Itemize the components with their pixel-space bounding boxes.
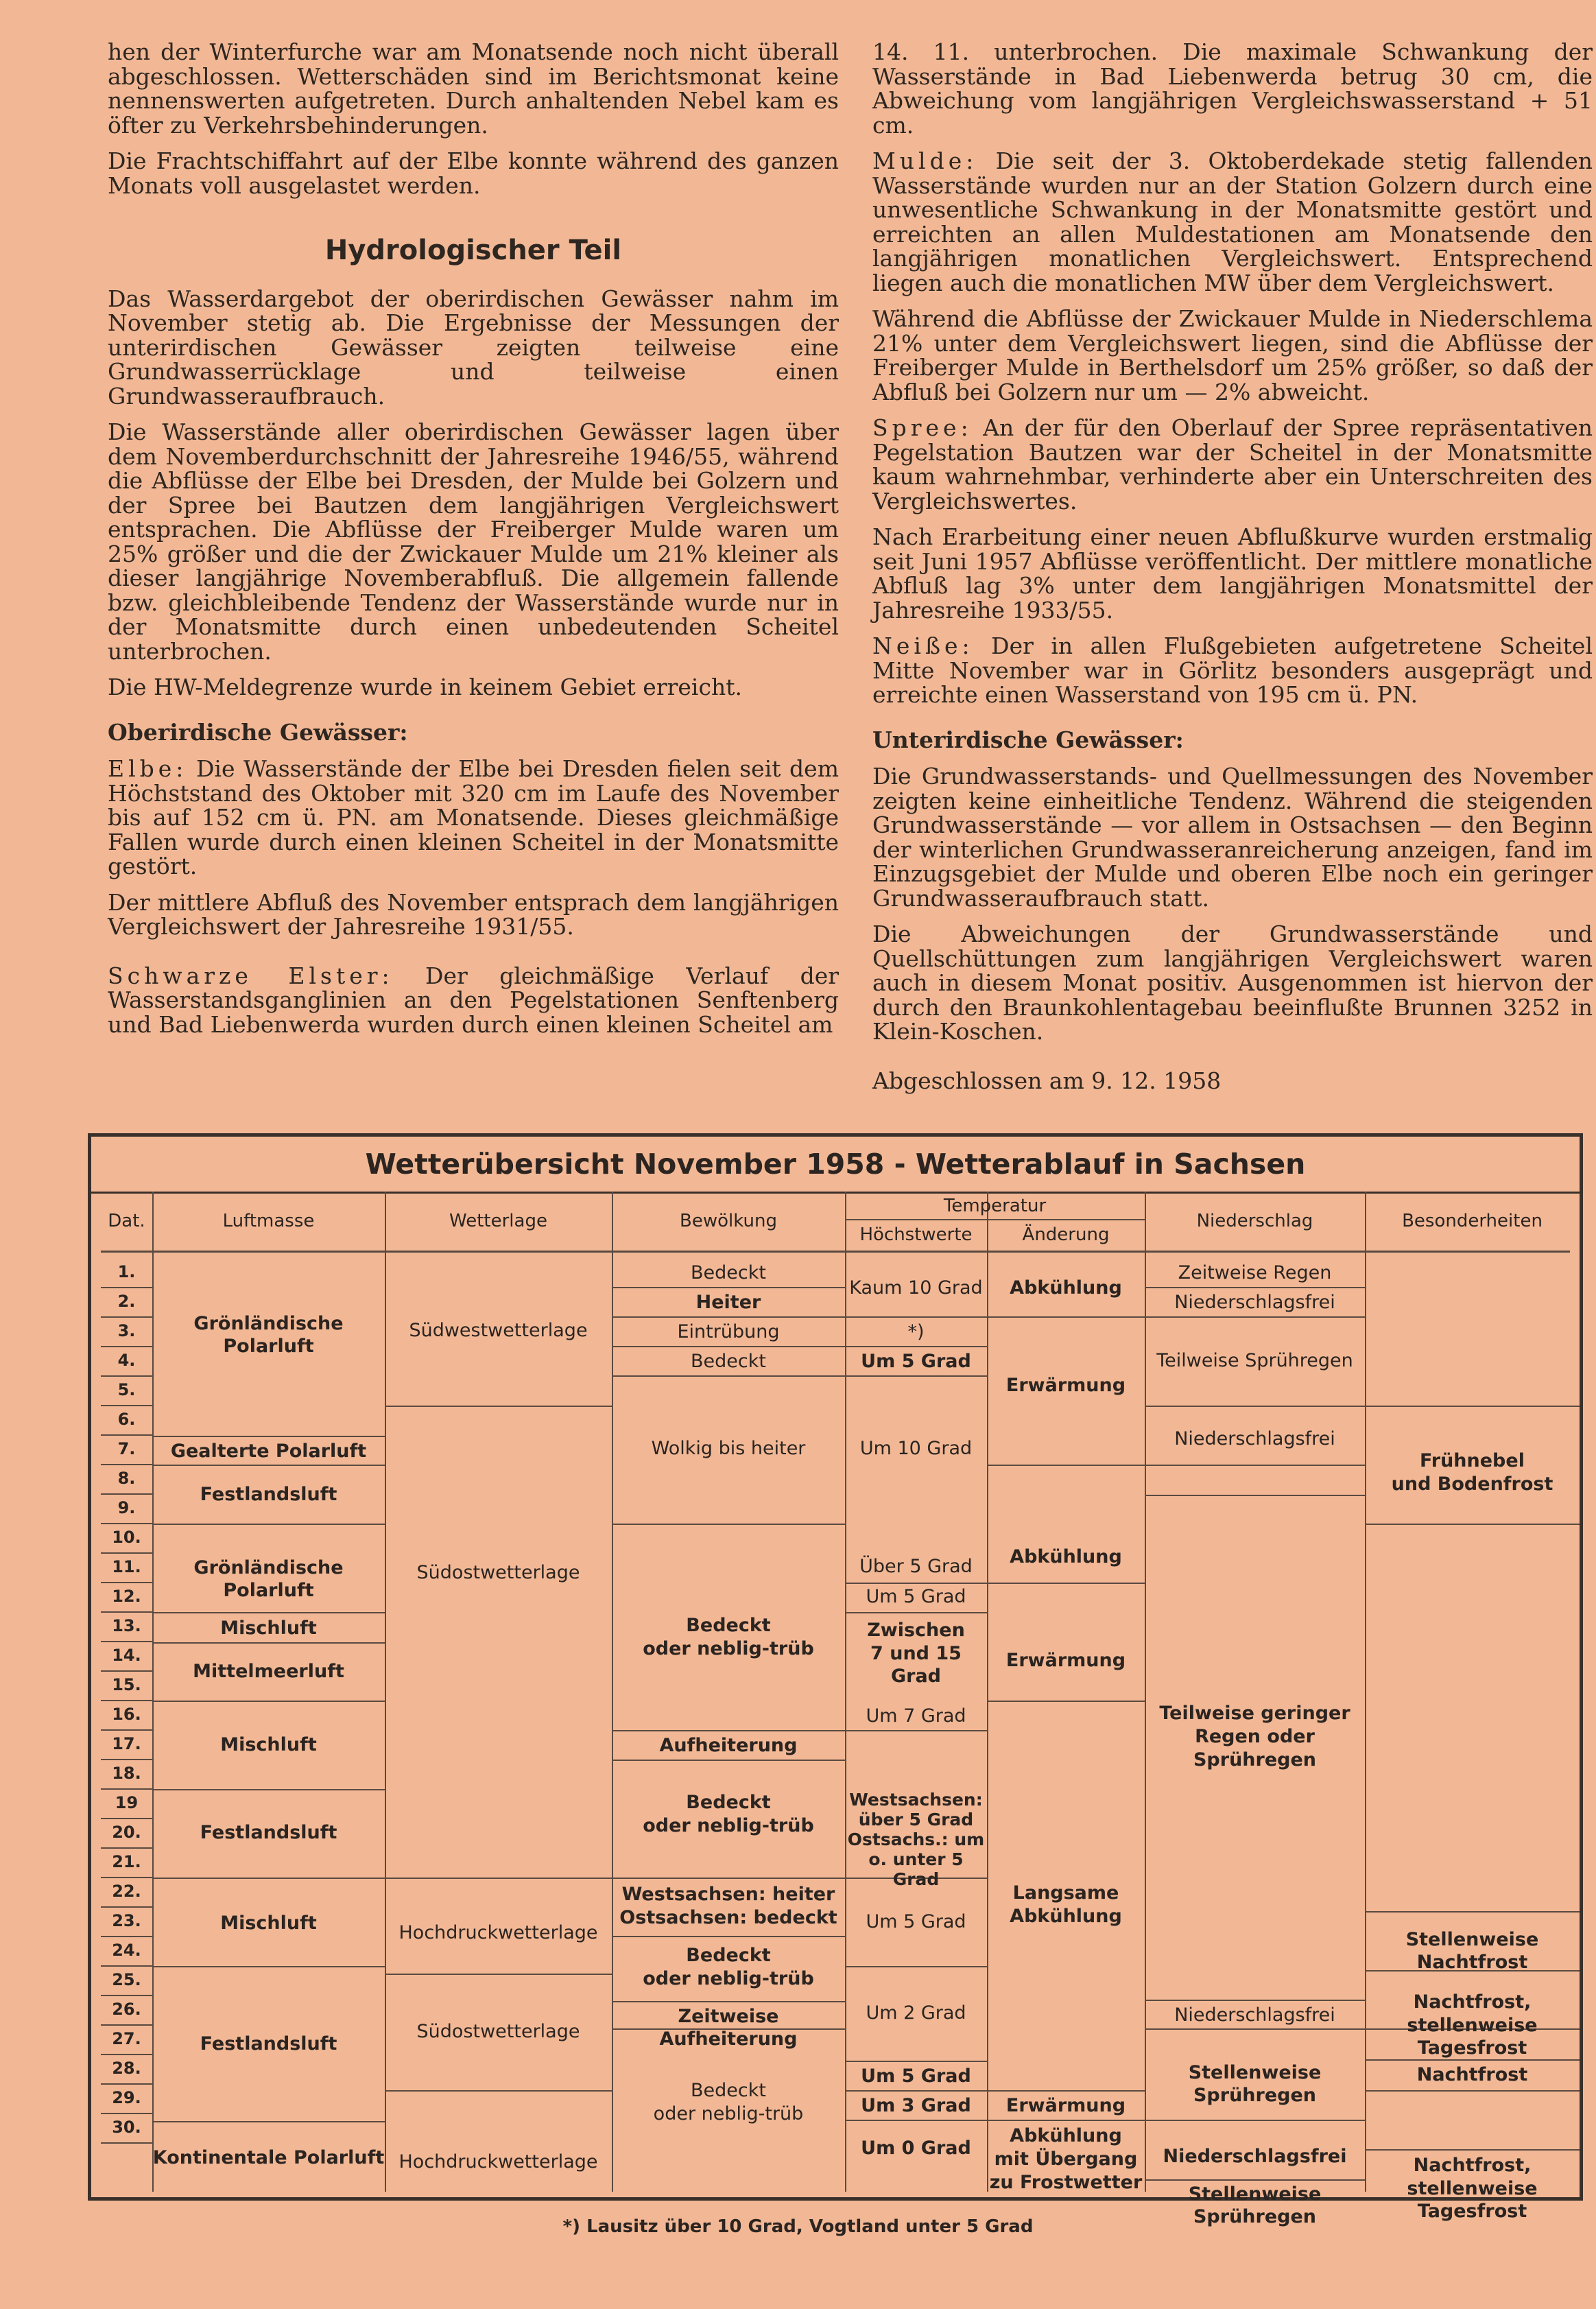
- row-divider: [845, 1375, 987, 1377]
- row-divider: [152, 1966, 385, 1967]
- river-label: Schwarze Elster:: [108, 962, 394, 989]
- date-cell: 21.: [112, 1852, 141, 1871]
- row-divider: [1365, 1911, 1580, 1913]
- footnote: *) Lausitz über 10 Grad, Vogtland unter 5 Grad: [562, 2216, 1034, 2237]
- besonderheit-cell: stellenweise Tagesfrost: [1407, 2015, 1538, 2059]
- header-subdivider: [845, 1219, 1145, 1220]
- paragraph-text: Die Wasserstände der Elbe bei Dresden fielen seit dem Höchststand des Oktober mit 320 cm im Laufe des November bis auf 152 cm ü. PN. am Monatsende. Dieses gleichmäßige Fallen wurde durch einen kleinen Scheitel in der Monatsmitte gestört.: [108, 755, 839, 879]
- aenderung-cell: Abkühlung: [1010, 1277, 1122, 1299]
- row-divider: [987, 2120, 1145, 2121]
- row-divider: [385, 1406, 612, 1407]
- header-aenderung: Änderung: [1022, 1224, 1110, 1245]
- hoechstwert-cell: Ostsachs.: um: [847, 1830, 985, 1849]
- niederschlag-cell: Teilweise Sprühregen: [1156, 1350, 1353, 1371]
- luftmasse-cell: Mischluft: [220, 1618, 317, 1639]
- wetterlage-cell: Hochdruckwetterlage: [398, 1922, 598, 1943]
- row-divider: [152, 1612, 385, 1613]
- header-luftmasse: Luftmasse: [222, 1211, 315, 1231]
- date-cell: 30.: [112, 2118, 141, 2137]
- bewoelkung-cell: Westsachsen: heiter: [621, 1884, 835, 1905]
- luftmasse-cell: Gealterte Polarluft: [170, 1441, 367, 1462]
- niederschlag-cell: Sprühregen: [1193, 1749, 1317, 1771]
- hoechstwert-cell: Über 5 Grad: [859, 1556, 973, 1577]
- row-divider: [1145, 2179, 1365, 2181]
- row-divider: [1365, 2059, 1580, 2061]
- row-divider: [385, 1974, 612, 1975]
- hoechstwert-cell: Um 5 Grad: [866, 1586, 966, 1607]
- bewoelkung-cell: oder neblig-trüb: [653, 2103, 804, 2124]
- paragraph-text: An der für den Oberlauf der Spree repräsentativen Pegelstation Bautzen war der Scheitel in der Monatsmitte kaum wahrnehmbar, verhinderte aber ein Unterschreiten des Vergleichswertes.: [872, 414, 1593, 514]
- besonderheit-cell: Frühnebel: [1420, 1450, 1525, 1471]
- row-divider: [1145, 1495, 1365, 1496]
- row-divider: [612, 1936, 845, 1937]
- niederschlag-cell: Stellenweise Sprühregen: [1188, 2183, 1322, 2227]
- row-divider: [612, 1760, 845, 1761]
- bewoelkung-cell: oder neblig-trüb: [643, 1638, 814, 1659]
- row-divider: [152, 1878, 385, 1879]
- hoechstwert-cell: Westsachsen:: [849, 1790, 983, 1810]
- paragraph-text: Der gleichmäßige Verlauf der Wasserstandsganglinien an den Pegelstationen Senftenberg und Bad Liebenwerda wurden durch einen kleinen Scheitel am: [108, 962, 839, 1038]
- row-divider: [612, 1316, 845, 1318]
- header-hoechstwerte: Höchstwerte: [859, 1224, 973, 1245]
- date-cell: 25.: [112, 1970, 141, 1989]
- luftmasse-cell: Festlandsluft: [200, 2033, 337, 2055]
- hoechstwert-cell: Kaum 10 Grad: [849, 1277, 983, 1299]
- date-cell: 12.: [112, 1587, 141, 1606]
- besonderheit-cell: Nachtfrost,: [1413, 2155, 1532, 2176]
- niederschlag-cell: Stellenweise Sprühregen: [1188, 2062, 1322, 2106]
- row-divider: [385, 2090, 612, 2092]
- date-cell: 16.: [112, 1705, 141, 1724]
- row-divider: [987, 1465, 1145, 1466]
- date-cell: 4.: [117, 1351, 136, 1370]
- row-divider: [612, 2001, 845, 2002]
- section-heading: Hydrologischer Teil: [324, 235, 622, 266]
- row-divider: [845, 2061, 987, 2062]
- hoechstwert-cell: Um 5 Grad: [861, 2065, 971, 2087]
- table-title: Wetterübersicht November 1958 - Wetterablauf in Sachsen: [91, 1137, 1580, 1194]
- closing-date: Abgeschlossen am 9. 12. 1958: [872, 1067, 1222, 1094]
- luftmasse-cell: Kontinentale Polarluft: [152, 2147, 385, 2168]
- date-cell: 29.: [112, 2088, 141, 2107]
- hoechstwert-cell: über 5 Grad: [858, 1810, 974, 1830]
- bewoelkung-cell: Eintrübung: [677, 1321, 780, 1342]
- header-dat: Dat.: [108, 1211, 145, 1231]
- river-label: Neiße:: [872, 632, 974, 659]
- row-divider: [845, 2120, 987, 2121]
- row-divider: [612, 1346, 845, 1347]
- bewoelkung-cell: Heiter: [695, 1292, 761, 1313]
- wetterlage-cell: Hochdruckwetterlage: [398, 2151, 598, 2172]
- aenderung-cell: Erwärmung: [1005, 2095, 1126, 2116]
- besonderheit-cell: Nachtfrost: [1416, 2064, 1528, 2085]
- row-divider: [152, 1436, 385, 1437]
- river-label: Mulde:: [872, 147, 978, 174]
- aenderung-cell: Abkühlung: [1010, 1546, 1122, 1567]
- row-divider: [1145, 1465, 1365, 1466]
- paragraph-text: Der in allen Flußgebieten aufgetretene Scheitel Mitte November war in Görlitz besonders ausgeprägt und erreichte einen Wasserstand von 195 cm ü. PN.: [872, 632, 1593, 708]
- luftmasse-cell: Mischluft: [220, 1913, 317, 1934]
- row-divider: [1365, 2090, 1580, 2092]
- row-divider: [1365, 2149, 1580, 2151]
- row-divider: [1145, 1287, 1365, 1288]
- niederschlag-cell: Teilweise geringer: [1159, 1703, 1350, 1724]
- bewoelkung-cell: Zeitweise Aufheiterung: [659, 2006, 798, 2050]
- left-column: [108, 40, 839, 1048]
- column-divider: [987, 1192, 988, 2192]
- row-divider: [845, 1346, 987, 1347]
- paragraph-elster: [108, 964, 839, 1037]
- aenderung-cell: zu Frostwetter: [989, 2172, 1143, 2193]
- bewoelkung-cell: Bedeckt: [691, 1351, 766, 1372]
- row-divider: [152, 1701, 385, 1702]
- row-divider: [1365, 1524, 1580, 1525]
- luftmasse-cell: Grönländische Polarluft: [193, 1557, 344, 1601]
- date-cell: 17.: [112, 1734, 141, 1753]
- hoechstwert-cell: *): [907, 1321, 925, 1342]
- river-label: Spree:: [872, 414, 973, 441]
- date-cell: 24.: [112, 1941, 141, 1960]
- hoechstwert-cell: o. unter 5 Grad: [868, 1849, 964, 1889]
- hoechstwert-cell: Um 2 Grad: [866, 2002, 966, 2024]
- date-cell: 5.: [117, 1380, 136, 1399]
- date-cell: 2.: [117, 1292, 136, 1311]
- column-divider: [1145, 1192, 1146, 2192]
- paragraph: Nach Erarbeitung einer neuen Abflußkurve wurden erstmalig seit Juni 1957 Abflüsse veröffentlicht. Der mittlere monatliche Abfluß lag 3% unter dem langjährigen Monatsmittel der Jahresreihe 1933/55.: [872, 523, 1593, 624]
- paragraph-neisse: [872, 634, 1593, 707]
- paragraph-elbe: [108, 757, 839, 879]
- paragraph: Die Abweichungen der Grundwasserstände und Quellschüttungen zum langjährigen Vergleichswert waren auch in diesem Monat positiv. Ausgenommen ist hiervon der durch den Braunkohlentagebau beeinflußte Brunnen 3252 in Klein-Koschen.: [872, 921, 1593, 1045]
- hoechstwert-cell: Um 10 Grad: [859, 1438, 973, 1459]
- row-divider: [152, 1465, 385, 1466]
- niederschlag-cell: Regen oder: [1195, 1726, 1315, 1747]
- row-divider: [845, 1612, 987, 1613]
- paragraph: hen der Winterfurche war am Monatsende noch nicht überall abgeschlossen. Wetterschäden sind im Berichtsmonat keine nennenswerten aufgetreten. Durch anhaltenden Nebel kam es öfter zu Verkehrsbehinderungen.: [108, 38, 839, 139]
- row-divider: [612, 1524, 845, 1525]
- row-divider: [612, 1287, 845, 1288]
- aenderung-cell: Erwärmung: [1005, 1650, 1126, 1671]
- date-cell: 13.: [112, 1616, 141, 1635]
- paragraph: Während die Abflüsse der Zwickauer Mulde in Niederschlema 21% unter dem Vergleichswert liegen, sind die Abflüsse der Freiberger Mulde in Berthelsdorf um 25% größer, so daß der Abfluß bei Golzern nur um — 2% abweicht.: [872, 305, 1593, 405]
- date-cell: 20.: [112, 1823, 141, 1842]
- row-divider: [987, 2090, 1145, 2092]
- date-cell: 22.: [112, 1882, 141, 1901]
- niederschlag-cell: Zeitweise Regen: [1178, 1262, 1332, 1283]
- paragraph-spree: [872, 416, 1593, 513]
- paragraph: Die HW-Meldegrenze wurde in keinem Gebiet erreicht.: [108, 674, 742, 700]
- date-cell: 11.: [112, 1557, 141, 1576]
- bewoelkung-cell: oder neblig-trüb: [643, 1968, 814, 1989]
- date-cell: 7.: [117, 1439, 136, 1458]
- row-divider: [987, 1583, 1145, 1584]
- date-cell: 23.: [112, 1911, 141, 1930]
- row-divider: [987, 1316, 1145, 1318]
- luftmasse-cell: Festlandsluft: [200, 1484, 337, 1505]
- date-cell: 15.: [112, 1675, 141, 1694]
- date-cell: 28.: [112, 2059, 141, 2078]
- paragraph: Das Wasserdargebot der oberirdischen Gewässer nahm im November stetig ab. Die Ergebnisse der Messungen der unterirdischen Gewässer zeigten teilweise eine Grundwasserrücklage und teilweise einen Grundwasseraufbrauch.: [108, 285, 839, 410]
- paragraph: Die Frachtschiffahrt auf der Elbe konnte während des ganzen Monats voll ausgelastet werden.: [108, 147, 839, 199]
- paragraph: 14. 11. unterbrochen. Die maximale Schwankung der Wasserstände in Bad Liebenwerda betrug 30 cm, die Abweichung vom langjährigen Vergleichswasserstand + 51 cm.: [872, 38, 1593, 139]
- paragraph-text: Die seit der 3. Oktoberdekade stetig fallenden Wasserstände wurden nur an der Station Golzern durch eine unwesentliche Schwankung in der Monatsmitte gestört und erreichten an allen Muldestationen am Monatsende den langjährigen monatlichen Vergleichswert. Entsprechend liegen auch die monatlichen MW über dem Vergleichswert.: [872, 147, 1593, 296]
- right-column: [872, 40, 1593, 1104]
- header-temperatur: Temperatur: [943, 1196, 1047, 1216]
- header-besonderheiten: Besonderheiten: [1402, 1211, 1543, 1231]
- date-cell: 19: [115, 1793, 139, 1812]
- header-niederschlag: Niederschlag: [1196, 1211, 1313, 1231]
- header-wetterlage: Wetterlage: [449, 1211, 547, 1231]
- row-divider: [1145, 2120, 1365, 2121]
- date-cell: 14.: [112, 1646, 141, 1665]
- besonderheit-cell: Stellenweise Nachtfrost: [1405, 1929, 1539, 1973]
- date-row-divider: [101, 2142, 152, 2144]
- date-cell: 8.: [117, 1469, 136, 1488]
- paragraph: Der mittlere Abfluß des November entsprach dem langjährigen Vergleichswert der Jahresreihe 1931/55.: [108, 888, 839, 940]
- wetterlage-cell: Südostwetterlage: [416, 2021, 580, 2042]
- hoechstwert-cell: Um 0 Grad: [861, 2138, 971, 2159]
- bewoelkung-cell: Bedeckt: [686, 1945, 771, 1966]
- paragraph: Die Wasserstände aller oberirdischen Gewässer lagen über dem Novemberdurchschnitt der Jahresreihe 1946/55, während die Abflüsse der Elbe bei Dresden, der Mulde bei Golzern und der Spree bei Bautzen dem langjährigen Vergleichswert entsprachen. Die Abflüsse der Freiberger Mulde waren um 25% größer und die der Zwickauer Mulde um 21% kleiner als dieser langjährige Novemberabfluß. Die allgemein fallende bzw. gleichbleibende Tendenz der Wasserstände wurde nur in der Monatsmitte durch einen unbedeutenden Scheitel unterbrochen.: [108, 418, 839, 665]
- date-cell: 10.: [112, 1528, 141, 1547]
- date-cell: 6.: [117, 1410, 136, 1429]
- subheading: Unterirdische Gewässer:: [872, 726, 1184, 753]
- row-divider: [845, 1730, 987, 1731]
- besonderheit-cell: und Bodenfrost: [1391, 1473, 1553, 1495]
- bewoelkung-cell: Bedeckt: [686, 1792, 771, 1813]
- hoechstwert-cell: Zwischen: [867, 1620, 965, 1641]
- row-divider: [152, 1642, 385, 1644]
- header-bewoelkung: Bewölkung: [680, 1211, 777, 1231]
- row-divider: [612, 1375, 845, 1377]
- besonderheit-cell: stellenweise Tagesfrost: [1407, 2178, 1538, 2222]
- bewoelkung-cell: Bedeckt: [686, 1615, 771, 1636]
- paragraph-mulde: [872, 149, 1593, 295]
- row-divider: [385, 1878, 612, 1879]
- subheading: Oberirdische Gewässer:: [108, 718, 408, 746]
- row-divider: [1145, 1316, 1365, 1318]
- aenderung-cell: Abkühlung: [1010, 2125, 1122, 2146]
- date-cell: 18.: [112, 1764, 141, 1783]
- hoechstwert-cell: Um 3 Grad: [861, 2095, 971, 2116]
- hoechstwert-cell: 7 und 15 Grad: [870, 1643, 962, 1687]
- bewoelkung-cell: Wolkig bis heiter: [651, 1438, 806, 1459]
- aenderung-cell: Erwärmung: [1005, 1375, 1126, 1396]
- date-cell: 27.: [112, 2029, 141, 2048]
- date-cell: 1.: [117, 1262, 136, 1281]
- niederschlag-cell: Niederschlagsfrei: [1174, 1292, 1335, 1313]
- header-divider: [101, 1251, 1570, 1253]
- aenderung-cell: Langsame: [1012, 1882, 1119, 1904]
- row-divider: [152, 1524, 385, 1525]
- niederschlag-cell: Niederschlagsfrei: [1174, 1428, 1335, 1449]
- row-divider: [1145, 2000, 1365, 2001]
- row-divider: [152, 1789, 385, 1790]
- row-divider: [612, 1878, 845, 1879]
- luftmasse-cell: Mischluft: [220, 1734, 317, 1755]
- date-cell: 9.: [117, 1498, 136, 1517]
- niederschlag-cell: Niederschlagsfrei: [1163, 2146, 1347, 2167]
- aenderung-cell: Abkühlung: [1010, 1906, 1122, 1927]
- niederschlag-cell: Niederschlagsfrei: [1174, 2004, 1335, 2026]
- row-divider: [1365, 1406, 1580, 1407]
- bewoelkung-cell: Bedeckt: [691, 2080, 766, 2101]
- bewoelkung-cell: Ostsachsen: bedeckt: [619, 1907, 837, 1928]
- row-divider: [1145, 1406, 1365, 1407]
- luftmasse-cell: Mittelmeerluft: [193, 1661, 344, 1682]
- row-divider: [845, 1966, 987, 1967]
- hoechstwert-cell: Um 7 Grad: [866, 1705, 966, 1727]
- luftmasse-cell: Festlandsluft: [200, 1822, 337, 1843]
- bewoelkung-cell: Aufheiterung: [659, 1735, 798, 1756]
- wetterlage-cell: Südostwetterlage: [416, 1562, 580, 1583]
- date-cell: 26.: [112, 2000, 141, 2019]
- river-label: Elbe:: [108, 755, 188, 782]
- hoechstwert-cell: Um 5 Grad: [866, 1911, 966, 1932]
- row-divider: [612, 1730, 845, 1731]
- date-cell: 3.: [117, 1321, 136, 1340]
- hoechstwert-cell: Um 5 Grad: [861, 1351, 971, 1372]
- row-divider: [987, 1701, 1145, 1702]
- wetterlage-cell: Südwestwetterlage: [409, 1320, 588, 1341]
- aenderung-cell: mit Übergang: [994, 2148, 1138, 2170]
- luftmasse-cell: Grönländische Polarluft: [193, 1313, 344, 1357]
- bewoelkung-cell: Bedeckt: [691, 1262, 766, 1283]
- row-divider: [845, 1583, 987, 1584]
- bewoelkung-cell: oder neblig-trüb: [643, 1815, 814, 1836]
- paragraph: Die Grundwasserstands- und Quellmessungen des November zeigten keine einheitliche Tendenz. Während die steigenden Grundwasserstände — vor allem in Ostsachsen — den Beginn der winterlichen Grundwasseranreicherung anzeigen, fand im Einzugsgebiet der Mulde und oberen Elbe noch ein geringer Grundwasseraufbrauch statt.: [872, 763, 1593, 912]
- besonderheit-cell: Nachtfrost,: [1413, 1991, 1532, 2013]
- row-divider: [845, 2090, 987, 2092]
- row-divider: [1145, 2028, 1365, 2030]
- row-divider: [152, 2121, 385, 2122]
- row-divider: [845, 1316, 987, 1318]
